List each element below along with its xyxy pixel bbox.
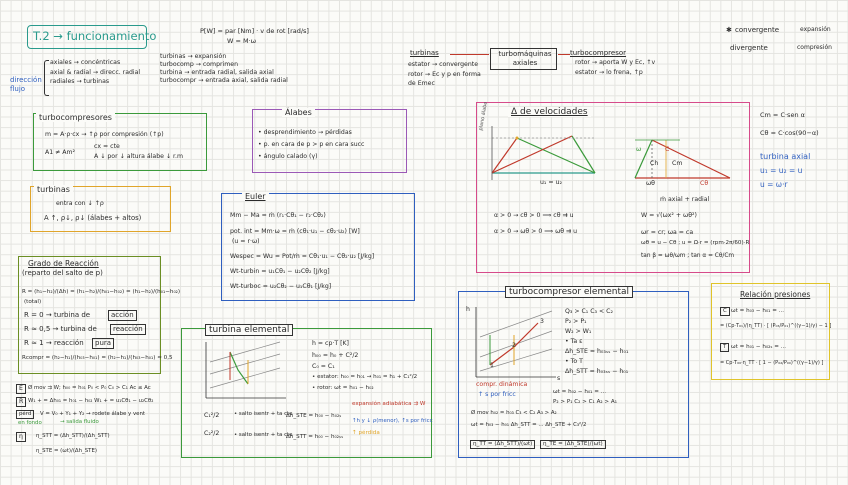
turbina-ex2: • salto isentr + ta cte — [234, 432, 293, 438]
velocity-triangle-right — [630, 130, 740, 200]
direction-item-radial: radiales → turbinas — [50, 78, 110, 86]
grado-line-1b: (total) — [24, 299, 42, 305]
tri-label-c: C — [665, 146, 670, 153]
turbocompresores-line-3: cx = cte — [94, 143, 120, 150]
turbina-row-key-eta: η — [16, 432, 26, 442]
tc-row-2: P₂ > P₁ C₂ > C₁ A₂ > A₁ — [553, 399, 617, 405]
relacion-line-1: ωt = h₀₃ − h₀₁ = ... — [731, 308, 785, 314]
velocity-rule-1: α > 0 → cθ > 0 ⟹ cθ ⇉ u — [494, 212, 574, 219]
turbocompresores-line-2: A1 ≠ Am² — [45, 149, 76, 156]
velocity-axis-label: u₁ = u₂ — [540, 179, 562, 186]
euler-title: Euler — [242, 192, 269, 201]
turbina-line-3: • estator: h₀₀ = h₀₁ → h₀₁ = h₁ + C₁²/2 — [312, 374, 418, 380]
turb-right-item-1: rotor → aporta W y Ec, ↑v — [575, 59, 656, 66]
alabes-line-1: • desprendimiento → pérdidas — [258, 129, 352, 136]
grado-line-4: R ≈ 1 → reacción — [24, 339, 84, 347]
tc-row-1: ωt = h₀₂ − h₀₁ = ... — [553, 389, 607, 395]
direction-sub — [160, 53, 288, 85]
direction-items — [50, 58, 140, 87]
turb-right-item-2: estator → lo frena, ↑p — [575, 68, 643, 76]
relacion-key-t: T — [720, 343, 729, 352]
velocity-wr-eq: ωr = cr; ωa = ca — [641, 229, 694, 236]
grado-line-2: R = 0 → turbina de — [24, 311, 91, 319]
velocity-wt-eq: ωθ = u − Cθ ; u = Ω·r = (rpm·2π/60)·R — [641, 240, 750, 246]
direction-sub-3: turbina → entrada radial, salida axial — [160, 69, 274, 77]
turbina-c2: C₁²/2 — [204, 412, 220, 419]
expansion-label: expansión — [800, 26, 831, 33]
direction-sub-4: turbocompr → entrada axial, salida radial — [160, 77, 288, 85]
tri-label-w: ω — [636, 146, 642, 153]
tc-compr-note: compr. dinámica — [476, 381, 528, 388]
power-formula-2: W = M·ω — [227, 37, 257, 45]
turb-left-item-2: rotor → Ec y p en forma de Emec — [408, 70, 481, 88]
divergente-label: divergente — [730, 44, 768, 52]
velocity-triangle-left — [487, 118, 607, 188]
turbomachines-right-items — [575, 58, 655, 77]
velocity-w-eq: W = √(ωx² + ωθ²) — [641, 212, 697, 219]
right-eq-u2: u = ω·r — [760, 180, 788, 189]
tc-axis-h: h — [466, 306, 470, 313]
turbocompresores-line-4: A ↓ por ↓ altura álabe ↓ r.m — [94, 153, 184, 160]
turbina-c3: C₂²/2 — [204, 430, 220, 437]
turbomachines-right-arrow — [558, 54, 570, 55]
relacion-key-c: C — [720, 307, 730, 316]
turbina-dh2: Δh_STT = h₀₀ − h₀₂ₛₛ — [286, 434, 344, 440]
tc-line-3: W₂ > W₁ — [565, 328, 592, 335]
turbina-line-2: C₀ = C₁ — [312, 363, 335, 370]
alabes-lines — [258, 127, 364, 162]
turbomachines-right: turbocompresor — [570, 49, 627, 57]
euler-line-2b: (u = r·ω) — [232, 238, 260, 245]
tc-compr-note-2: ↑ s por fricc — [478, 391, 516, 398]
tc-eta-1: η_TT = (Δh_STT)/(ωt) — [470, 440, 535, 449]
turbina-row-2: W₁ + = Δh₀₁ = h₀₁ − h₀₂ W₁ + = u₁Cθ₁ − u₂Cθ₂ — [28, 398, 154, 404]
turbina-line-1: h₀₀ = h₀ + C²/2 — [312, 352, 359, 359]
turbina-row-3: V = V₀ + Y₁ + Y₂ → rodete álabe y vent — [40, 411, 145, 417]
convergente-label: convergente — [735, 26, 780, 34]
tc-pt-2: 2 — [512, 342, 516, 349]
turbina-dh1: Δh_STE = h₀₀ − h₀₂ₛ — [286, 413, 342, 419]
grado-line-3: R ≈ 0,5 → turbina de — [24, 325, 97, 333]
tc-line-5: Δh_STE = h₀₃ₛₛ − h₀₁ — [565, 348, 629, 355]
relacion-line-4: = Cp·T₀₀·η_TT · [ 1 − (P₀₂/P₀₀)^((γ−1)/γ) ] — [720, 360, 824, 366]
turbocompresores-title: turbocompresores — [36, 113, 115, 122]
turbina-axial-label: turbina axial — [760, 152, 811, 161]
grado-line-3-box: reacción — [110, 324, 146, 335]
grado-line-2-box: acción — [108, 310, 137, 321]
euler-line-3: Wespec = Wu = Pot/ṁ = Cθ₁·u₁ − Cθ₂·u₂ [J/kg] — [230, 253, 375, 260]
turbina-expansion-note: expansión adiabática ⇉ W — [352, 401, 426, 407]
tri-label-wt: ωθ — [646, 180, 655, 187]
tri-label-ct: Cθ — [700, 180, 709, 187]
turbina-row-key-perd: pérd — [16, 410, 34, 419]
grado-line-1: R = (h₁−h₂)/(Δh) = (h₁−h₂)/(h₀₁−h₀₂) = (h₁−h₂)/(h₀₁−h₀₂) — [22, 289, 181, 295]
grado-subtitle: (reparto del salto de p) — [22, 269, 103, 277]
direction-sub-2: turbocomp → comprimen — [160, 61, 239, 69]
tc-row-3: Ø mov h₀₂ = h₀₃ C₃ < C₂ A₃ > A₂ — [471, 410, 557, 416]
power-formula: P[W] = par [Nm] · v de rot [rad/s] — [200, 27, 309, 35]
turbina-row-5: η_STE = (ωt)/(Δh_STE) — [36, 448, 97, 454]
tc-line-4: • Ta ε — [565, 338, 583, 345]
direction-brace — [44, 60, 49, 96]
grado-title: Grado de Reacción — [28, 259, 99, 268]
tc-line-6: • To T — [565, 358, 583, 365]
turbina-row-1: Ø mov ⇉ W; h₀₀ = h₀₁ P₀ < P₀ C₀ > C₁ Ac ≤ Ac — [28, 385, 151, 391]
euler-line-1: Mm − Ma = ṁ (r₁·Cθ₁ − r₂·Cθ₂) — [230, 212, 326, 219]
right-eq-ct: Cθ = C·cos(90−α) — [760, 129, 819, 137]
velocidades-title: Δ de velocidades — [508, 107, 591, 117]
tc-row-4: ωt = h₀₃ − h₀₁ Δh_STT = ... Δh_STE + C₃²/2 — [471, 422, 587, 428]
tc-axis-s: s — [557, 375, 561, 382]
plano-alabe-label: plano álabe — [478, 101, 489, 132]
relacion-title: Relación presiones — [740, 290, 811, 299]
turbina-hs-diagram — [200, 340, 290, 402]
euler-line-4: Wt-turbin = u₁Cθ₁ − u₂Cθ₂ [J/kg] — [230, 268, 330, 275]
tri-label-cm: Cm — [672, 160, 683, 167]
turbina-row-key-e: E — [16, 384, 26, 394]
velocity-maxial: ṁ axial + radial — [660, 196, 710, 203]
tc-line-1: Q₃ > C₁ C₃ < C₂ — [565, 308, 613, 315]
turbina-ex1: • salto isentr + ta cte — [234, 411, 293, 417]
turbomachines-center: turbomáquinas axiales — [498, 50, 552, 67]
turbina-line-4: • rotor: ωt = h₀₁ − h₀₂ — [312, 385, 374, 391]
star-mark: ✱ — [726, 26, 732, 34]
turbina-cp: h = cp·T [K] — [312, 340, 349, 347]
tc-pt-1: 1 — [490, 362, 494, 369]
turbinas-line-2: A ↑, ρ↓, ρ↓ (álabes + altos) — [44, 214, 142, 222]
page-title: T.2 → funcionamiento — [33, 29, 157, 43]
right-eq-u: u₁ = u₂ = u — [760, 166, 803, 175]
turbina-row-4: η_STT = (Δh_STT)/(Δh_STT) — [36, 433, 110, 439]
turbinas-line-1: entra con ↓ ↑ρ — [56, 200, 104, 207]
turbocompresores-line-1: m = A·ρ·cx → ↑ρ por compresión (↑p) — [45, 131, 164, 138]
velocity-tan-eq: tan β = ωθ/ωm ; tan α = Cθ/Cm — [641, 253, 735, 259]
tri-label-ch: Ch — [650, 160, 659, 167]
turbina-row-key-r: R — [16, 397, 26, 407]
turbina-green-note: → salida fluido — [60, 419, 99, 425]
tc-eta-2: η_TE = (Δh_STE)/(ωt) — [540, 440, 606, 449]
grado-line-5: Rcompr = (h₂−h₁)/(h₀₃−h₀₁) = (h₂−h₁)/(h₀₃−h₀₁) ≈ 0,5 — [22, 355, 173, 361]
tc-pt-3: 3 — [540, 318, 544, 325]
direction-item-axial: axiales → concéntricas — [50, 59, 121, 66]
turbomachines-left-items — [408, 60, 488, 89]
tc-line-2: P₂ > P₁ — [565, 318, 587, 325]
alabes-title: Álabes — [282, 108, 315, 117]
turbocompresor-title: turbocompresor elemental — [505, 286, 633, 298]
turbomachines-left: turbinas — [410, 49, 439, 57]
right-eq-cm: Cm = C·sen α — [760, 111, 805, 119]
turbina-perdida: ↑ pérdida — [352, 430, 380, 436]
compresion-label: compresión — [797, 44, 832, 51]
alabes-line-3: • ángulo calado (γ) — [258, 152, 318, 160]
turbinas-title: turbinas — [34, 185, 73, 194]
euler-line-2: pot. int = Mm·ω = ṁ (cθ₁·u₁ − cθ₂·u₂) [W] — [230, 228, 360, 235]
velocity-rule-2: α > 0 → ωθ > 0 ⟹ ωθ ⇉ u — [494, 228, 578, 235]
grado-line-4-box: pura — [92, 338, 114, 349]
direction-item-mixed: axial & radial → direcc. radial — [50, 68, 141, 76]
turbina-elemental-title: turbina elemental — [205, 324, 293, 336]
direction-label: dirección flujo — [10, 76, 42, 93]
euler-line-5: Wt-turboc = u₂Cθ₂ − u₁Cθ₁ [J/kg] — [230, 283, 332, 290]
turbomachines-left-arrow — [450, 54, 489, 55]
turbina-expansion-note-2: ↑h y ↓ ρ(menor), ↑s por fricc — [352, 418, 433, 424]
alabes-line-2: • p. en cara de p > p en cara succ — [258, 140, 365, 148]
relacion-line-3: ωt = h₀₁ − h₀₂ₛ = ... — [731, 344, 787, 350]
direction-sub-1: turbinas → expansión — [160, 53, 227, 60]
relacion-line-2: = (Cp·T₀₁)/(η_TT) · [ (P₀₃/P₀₁)^((γ−1)/γ) − 1 ] — [720, 323, 832, 329]
turb-left-item-1: estator → convergente — [408, 61, 479, 68]
tc-line-7: Δh_STT = h₀₃ₛₛ − h₀₁ — [565, 368, 629, 375]
turbina-green-note-2: en fondo — [18, 420, 42, 426]
